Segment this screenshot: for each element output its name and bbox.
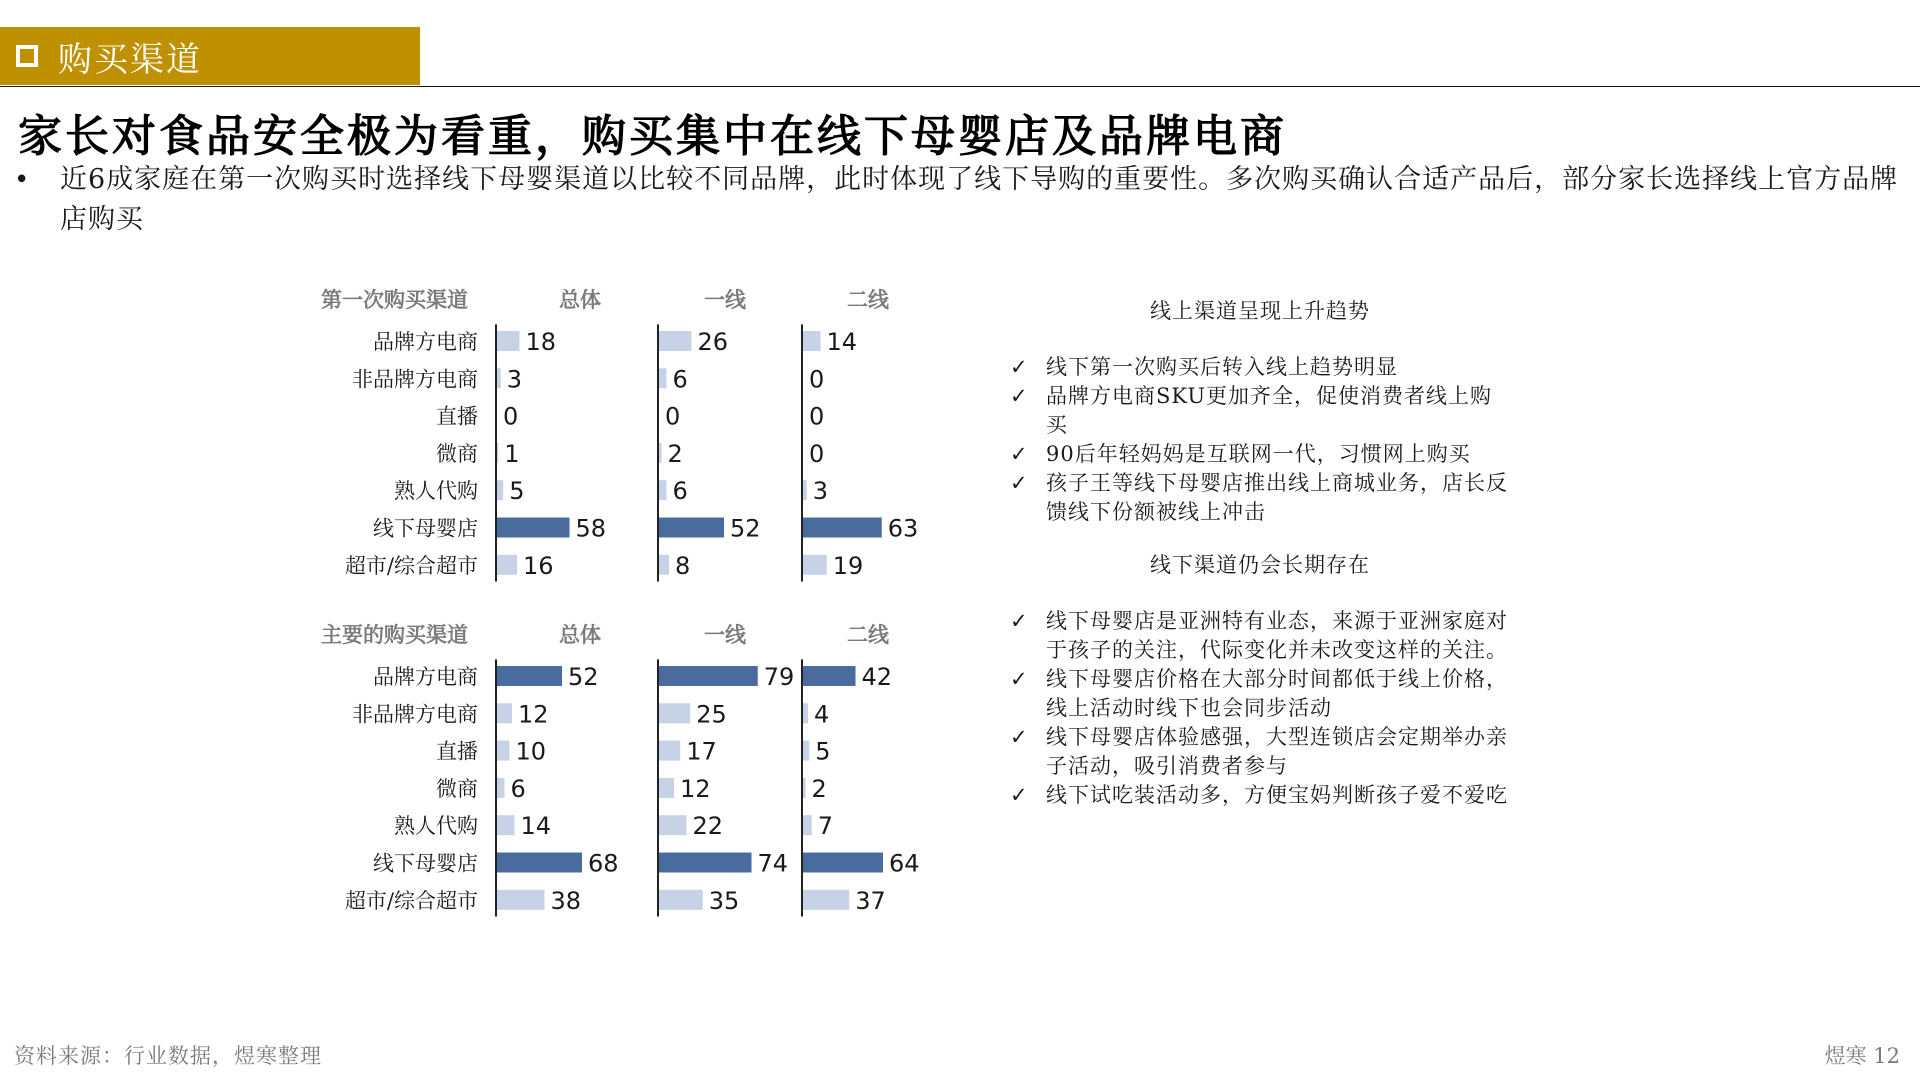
data-label: 52 <box>730 514 761 543</box>
bar <box>497 853 582 873</box>
offline-trend-item <box>1010 665 1510 723</box>
offline-trend-item <box>1010 607 1510 665</box>
online-trend-item-text: 品牌方电商SKU更加齐全，促使消费者线上购买 <box>1046 384 1493 437</box>
bar <box>659 741 680 761</box>
category-label: 非品牌方电商 <box>352 702 478 727</box>
data-label: 19 <box>832 551 864 580</box>
data-label: 0 <box>809 439 825 468</box>
bar <box>803 778 806 798</box>
check-icon: ✓ <box>1010 667 1029 691</box>
category-label: 直播 <box>436 404 478 429</box>
check-icon: ✓ <box>1010 471 1029 495</box>
data-label: 5 <box>509 477 525 506</box>
data-label: 6 <box>510 774 526 803</box>
bar <box>497 890 545 910</box>
data-label: 63 <box>887 514 919 543</box>
data-label: 42 <box>861 663 893 691</box>
data-label: 0 <box>809 402 825 431</box>
insight-panel <box>1010 295 1510 832</box>
section-title: 购买渠道 <box>58 39 202 80</box>
bar <box>803 741 809 761</box>
online-trend-item-text: 线下第一次购买后转入线上趋势明显 <box>1046 355 1398 379</box>
data-label: 14 <box>826 328 858 356</box>
check-icon: ✓ <box>1010 355 1029 379</box>
data-label: 64 <box>889 849 920 878</box>
category-label: 熟人代购 <box>394 814 478 839</box>
category-label: 超市/综合超市 <box>344 888 478 913</box>
bar <box>497 331 520 351</box>
check-icon: ✓ <box>1010 384 1029 408</box>
bar <box>803 890 849 910</box>
source-note: 资料来源：行业数据，煜寒整理 <box>14 1044 322 1068</box>
chart-title: 主要的购买渠道 <box>321 622 468 647</box>
data-label: 16 <box>523 551 554 580</box>
offline-trend-item-text: 线下试吃装活动多，方便宝妈判断孩子爱不爱吃 <box>1046 783 1508 807</box>
check-icon: ✓ <box>1010 725 1029 749</box>
data-label: 0 <box>665 402 681 431</box>
bar <box>497 666 562 686</box>
bar <box>659 666 758 686</box>
series-header: 一线 <box>704 287 746 312</box>
category-label: 非品牌方电商 <box>352 367 478 392</box>
bar <box>803 555 827 575</box>
series-header: 二线 <box>847 622 889 647</box>
data-label: 74 <box>757 849 789 878</box>
data-label: 4 <box>814 700 830 729</box>
bar <box>659 853 752 873</box>
bar <box>497 480 503 500</box>
category-label: 直播 <box>436 739 478 764</box>
online-trend-item-text: 孩子王等线下母婴店推出线上商城业务，店长反馈线下份额被线上冲击 <box>1046 471 1508 524</box>
category-label: 微商 <box>436 441 478 466</box>
data-label: 25 <box>696 700 727 729</box>
data-label: 12 <box>518 700 549 729</box>
bar <box>659 368 667 388</box>
online-trend-title: 线上渠道呈现上升趋势 <box>1150 299 1370 323</box>
category-label: 线下母婴店 <box>373 516 478 541</box>
bar <box>659 518 724 538</box>
data-label: 0 <box>503 402 519 431</box>
bar <box>659 555 669 575</box>
data-label: 22 <box>692 812 724 841</box>
offline-trend-title: 线下渠道仍会长期存在 <box>1150 553 1370 577</box>
category-label: 微商 <box>436 776 478 801</box>
offline-trend-item-text: 线下母婴店是亚洲特有业态，来源于亚洲家庭对于孩子的关注，代际变化并未改变这样的关注。 <box>1046 609 1508 662</box>
online-trend-item <box>1010 440 1510 469</box>
data-label: 12 <box>680 774 711 803</box>
bar <box>497 368 501 388</box>
data-label: 1 <box>504 439 520 468</box>
check-icon: ✓ <box>1010 609 1029 633</box>
data-label: 79 <box>763 663 795 691</box>
series-header: 二线 <box>847 287 889 312</box>
bar <box>659 480 667 500</box>
offline-trend-item-text: 线下母婴店价格在大部分时间都低于线上价格，线上活动时线下也会同步活动 <box>1046 667 1508 720</box>
data-label: 52 <box>568 663 599 691</box>
data-label: 35 <box>708 886 740 915</box>
data-label: 7 <box>817 812 834 841</box>
offline-trend-list <box>1010 607 1510 810</box>
series-header: 一线 <box>704 622 746 647</box>
category-label: 超市/综合超市 <box>344 553 478 578</box>
online-trend-list <box>1010 353 1510 527</box>
data-label: 68 <box>588 849 619 878</box>
data-label: 2 <box>667 439 683 468</box>
bar <box>803 518 882 538</box>
chart-title: 第一次购买渠道 <box>321 287 468 312</box>
data-label: 0 <box>809 365 825 394</box>
bar <box>659 443 662 463</box>
data-label: 14 <box>520 812 552 841</box>
bar <box>497 555 517 575</box>
page-brand-number: 煜寒 12 <box>1824 1044 1900 1068</box>
bar <box>497 518 570 538</box>
bar <box>497 778 505 798</box>
category-label: 熟人代购 <box>394 479 478 504</box>
online-trend-item-text: 90后年轻妈妈是互联网一代，习惯网上购买 <box>1046 442 1471 466</box>
bar <box>803 331 821 351</box>
data-label: 37 <box>855 886 886 915</box>
bar <box>659 890 703 910</box>
bar <box>497 443 498 463</box>
bar <box>659 703 690 723</box>
data-label: 17 <box>686 737 717 766</box>
data-label: 5 <box>815 737 831 766</box>
data-label: 8 <box>675 551 691 580</box>
offline-trend-item <box>1010 781 1510 810</box>
series-header: 总体 <box>559 622 601 647</box>
data-label: 3 <box>812 477 829 506</box>
data-label: 3 <box>506 365 523 394</box>
data-label: 58 <box>575 514 607 543</box>
check-icon: ✓ <box>1010 442 1029 466</box>
series-header: 总体 <box>559 287 601 312</box>
bar <box>497 741 510 761</box>
bar <box>659 778 674 798</box>
category-label: 品牌方电商 <box>373 330 478 354</box>
data-label: 18 <box>525 328 557 356</box>
bar <box>803 480 807 500</box>
data-label: 2 <box>811 774 827 803</box>
page-headline: 家长对食品安全极为看重，购买集中在线下母婴店及品牌电商 <box>18 111 1287 162</box>
category-label: 线下母婴店 <box>373 851 478 876</box>
bullet-icon: • <box>14 165 30 195</box>
bar <box>803 703 808 723</box>
summary-text: 近6成家庭在第一次购买时选择线下母婴渠道以比较不同品牌，此时体现了线下导购的重要性。多次购买确认合适产品后，部分家长选择线上官方品牌店购买 <box>60 164 1899 235</box>
offline-trend-item-text: 线下母婴店体验感强，大型连锁店会定期举办亲子活动，吸引消费者参与 <box>1046 725 1508 778</box>
bar <box>803 853 883 873</box>
bar <box>497 815 515 835</box>
bar <box>659 331 692 351</box>
data-label: 26 <box>697 328 729 356</box>
bar <box>803 815 812 835</box>
online-trend-item <box>1010 382 1510 440</box>
check-icon: ✓ <box>1010 783 1029 807</box>
offline-trend-item <box>1010 723 1510 781</box>
online-trend-item <box>1010 469 1510 527</box>
data-label: 6 <box>672 477 688 506</box>
data-label: 6 <box>672 365 688 394</box>
bar <box>803 666 856 686</box>
bar <box>659 815 687 835</box>
channel-bar-charts <box>0 0 1000 1000</box>
data-label: 38 <box>550 886 582 915</box>
bar <box>497 703 512 723</box>
data-label: 10 <box>515 737 547 766</box>
online-trend-item <box>1010 353 1510 382</box>
category-label: 品牌方电商 <box>373 665 478 689</box>
